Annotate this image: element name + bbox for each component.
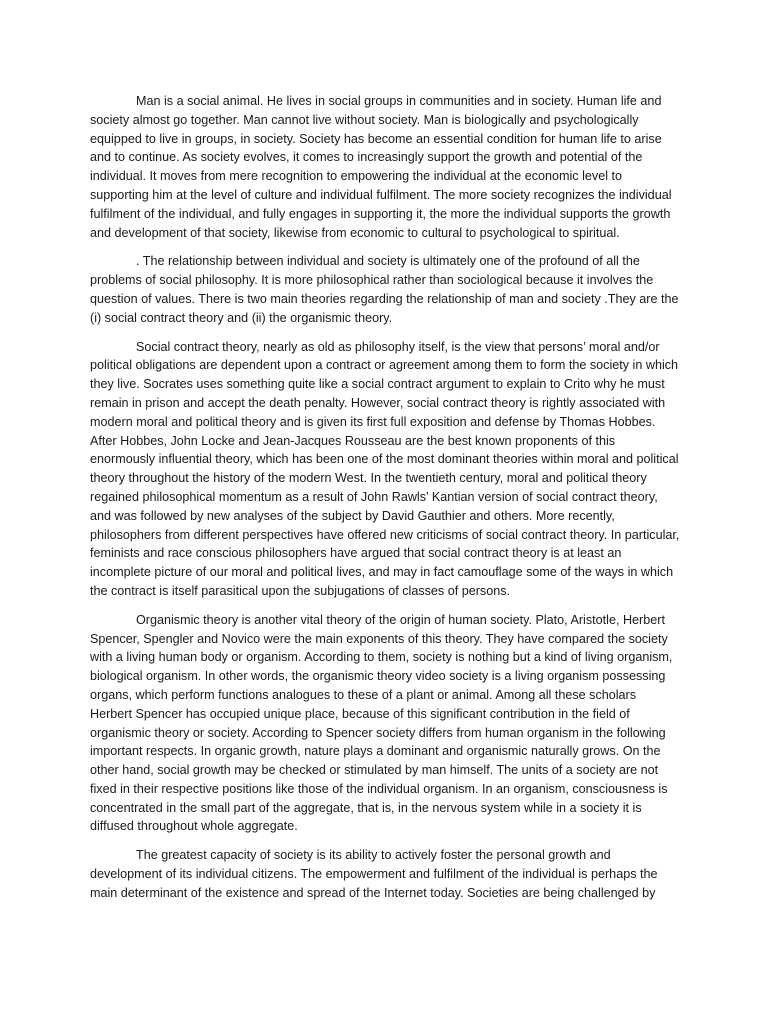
- paragraph-organismic-theory: Organismic theory is another vital theory of the origin of human society. Plato, Aristotle, Herbert Spencer, Spengler and Novico were the main exponents of this theory. They have compared the society with a living human body or organism. According to them, society is nothing but a kind of living organism, biological organism. In other words, the organismic theory video society is a living organism possessing organs, which perform functions analogues to these of a plant or animal. Among all these scholars Herbert Spencer has occupied unique place, because of this significant contribution in the field of organismic theory or society. According to Spencer society differs from human organism in the following important respects. In organic growth, nature plays a dominant and organismic naturally grows. On the other hand, social growth may be checked or stimulated by man himself. The units of a society are not fixed in their respective positions like those of the individual organism. In an organism, consciousness is concentrated in the small part of the aggregate, that is, in the nervous system while in a society it is diffused throughout whole aggregate.: [90, 612, 673, 834]
- paragraph-man-social-animal: Man is a social animal. He lives in social groups in communities and in society. Human life and society almost go together. Man cannot live without society. Man is biologically and psychologically equipped to live in groups, in society. Society has become an essential condition for human life to arise and to continue. As society evolves, it comes to increasingly support the growth and potential of the individual. It moves from mere recognition to empowering the individual at the economic level to supporting him at the level of culture and individual fulfilment. The more society recognizes the individual fulfilment of the individual, and fully engages in supporting it, the more the individual supports the growth and development of that society, likewise from economic to cultural to psychological to spiritual.: [90, 94, 672, 240]
- document-page: [90, 92, 680, 913]
- paragraph-individual-society-relationship: . The relationship between individual and society is ultimately one of the profound of all the problems of social philosophy. It is more philosophical rather than sociological because it involves the question of values. There is two main theories regarding the relationship of man and society .They are the (i) social contract theory and (ii) the organismic theory.: [90, 254, 679, 325]
- paragraph-greatest-capacity: The greatest capacity of society is its ability to actively foster the personal growth and development of its individual citizens. The empowerment and fulfilment of the individual is perhaps the main determinant of the existence and spread of the Internet today. Societies are being challenged by: [90, 848, 658, 900]
- paragraph-social-contract-theory: Social contract theory, nearly as old as philosophy itself, is the view that persons’ moral and/or political obligations are dependent upon a contract or agreement among them to form the society in which they live. Socrates uses something quite like a social contract argument to explain to Crito why he must remain in prison and accept the death penalty. However, social contract theory is rightly associated with modern moral and political theory and is given its first full exposition and defense by Thomas Hobbes. After Hobbes, John Locke and Jean-Jacques Rousseau are the best known proponents of this enormously influential theory, which has been one of the most dominant theories within moral and political theory throughout the history of the modern West. In the twentieth century, moral and political theory regained philosophical momentum as a result of John Rawls’ Kantian version of social contract theory, and was followed by new analyses of the subject by David Gauthier and others. More recently, philosophers from different perspectives have offered new criticisms of social contract theory. In particular, feminists and race conscious philosophers have argued that social contract theory is at least an incomplete picture of our moral and political lives, and may in fact camouflage some of the ways in which the contract is itself parasitical upon the subjugations of classes of persons.: [90, 339, 680, 598]
